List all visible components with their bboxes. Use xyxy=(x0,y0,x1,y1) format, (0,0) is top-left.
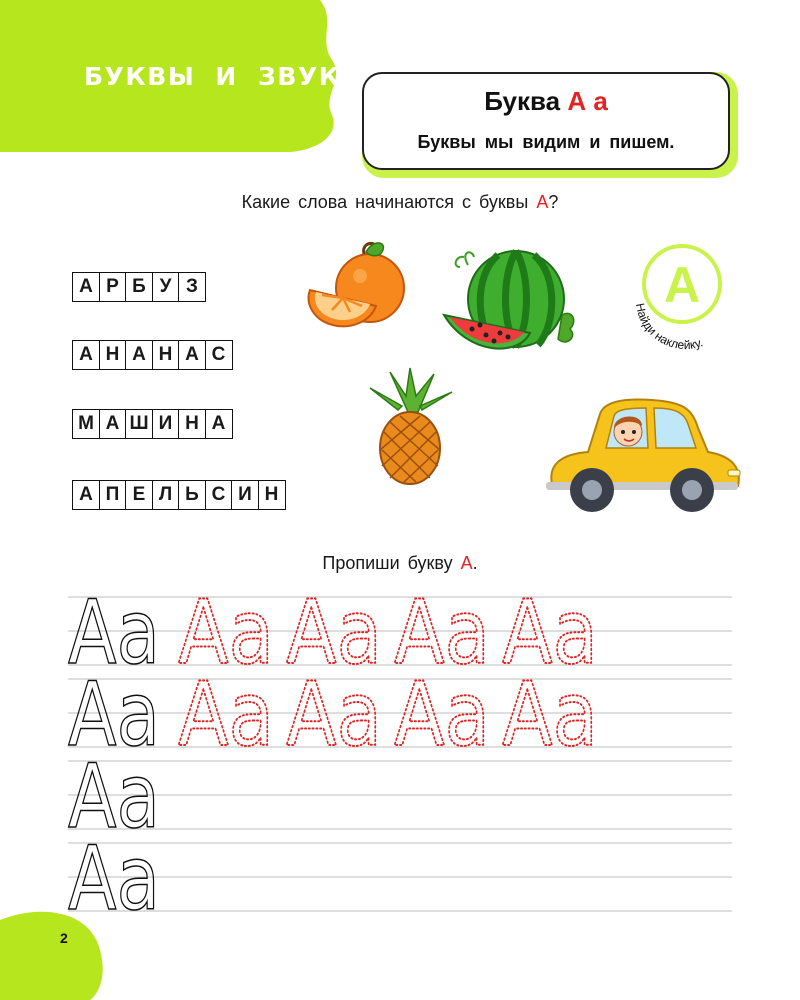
sample-letters: Аа xyxy=(68,745,160,848)
subtitle: Буквы мы видим и пишем. xyxy=(417,132,675,152)
prompt-end: . xyxy=(472,553,478,573)
trace-letters[interactable]: Аа xyxy=(286,581,382,684)
letter-cell: Н xyxy=(99,340,127,370)
heading-letters: А а xyxy=(567,86,608,116)
question-letter: А xyxy=(536,192,549,212)
letter-cell: И xyxy=(152,409,180,439)
trace-letters[interactable]: Аа xyxy=(286,663,382,766)
letter-cell: Н xyxy=(258,480,286,510)
trace-letters[interactable]: Аа xyxy=(502,663,598,766)
letter-cell: А xyxy=(125,340,153,370)
letter-cell: Л xyxy=(152,480,180,510)
sample-letters: Аа xyxy=(68,581,160,684)
trace-letters[interactable]: Аа xyxy=(178,663,274,766)
letter-cell: Б xyxy=(125,272,153,302)
letter-cell: Н xyxy=(152,340,180,370)
trace-letters[interactable]: Аа xyxy=(394,581,490,684)
letter-cell: Р xyxy=(99,272,127,302)
prompt-letter: А xyxy=(460,553,473,573)
section-title: БУКВЫ И ЗВУКИ xyxy=(84,62,364,91)
letter-cell: Ь xyxy=(178,480,206,510)
letter-cell: А xyxy=(178,340,206,370)
letter-cell: Е xyxy=(125,480,153,510)
letter-cell: П xyxy=(99,480,127,510)
question-text: Какие слова начинаются с буквы xyxy=(241,192,537,212)
prompt-text: Пропиши букву xyxy=(322,553,461,573)
letter-cell: А xyxy=(205,409,233,439)
trace-letters[interactable]: Аа xyxy=(178,581,274,684)
letter-cell: А xyxy=(99,409,127,439)
letter-cell: А xyxy=(72,480,100,510)
question-end: ? xyxy=(548,192,559,212)
letter-cell: У xyxy=(152,272,180,302)
sample-letters: Аа xyxy=(68,827,160,930)
heading-prefix: Буква xyxy=(484,86,561,116)
letter-cell: Н xyxy=(178,409,206,439)
letter-cell: И xyxy=(231,480,259,510)
footer-blob xyxy=(0,910,110,1000)
letter-cell: Ш xyxy=(125,409,153,439)
letter-cell: С xyxy=(205,340,233,370)
trace-letters[interactable]: Аа xyxy=(502,581,598,684)
sticker-letter: А xyxy=(663,257,701,313)
letter-cell: М xyxy=(72,409,100,439)
sticker-caption-path: Найди наклейку. xyxy=(632,301,705,353)
letter-cell: С xyxy=(205,480,233,510)
page-number: 2 xyxy=(60,930,68,946)
trace-letters[interactable]: Аа xyxy=(394,663,490,766)
letter-cell: А xyxy=(72,340,100,370)
letter-cell: А xyxy=(72,272,100,302)
sample-letters: Аа xyxy=(68,663,160,766)
letter-cell: З xyxy=(178,272,206,302)
